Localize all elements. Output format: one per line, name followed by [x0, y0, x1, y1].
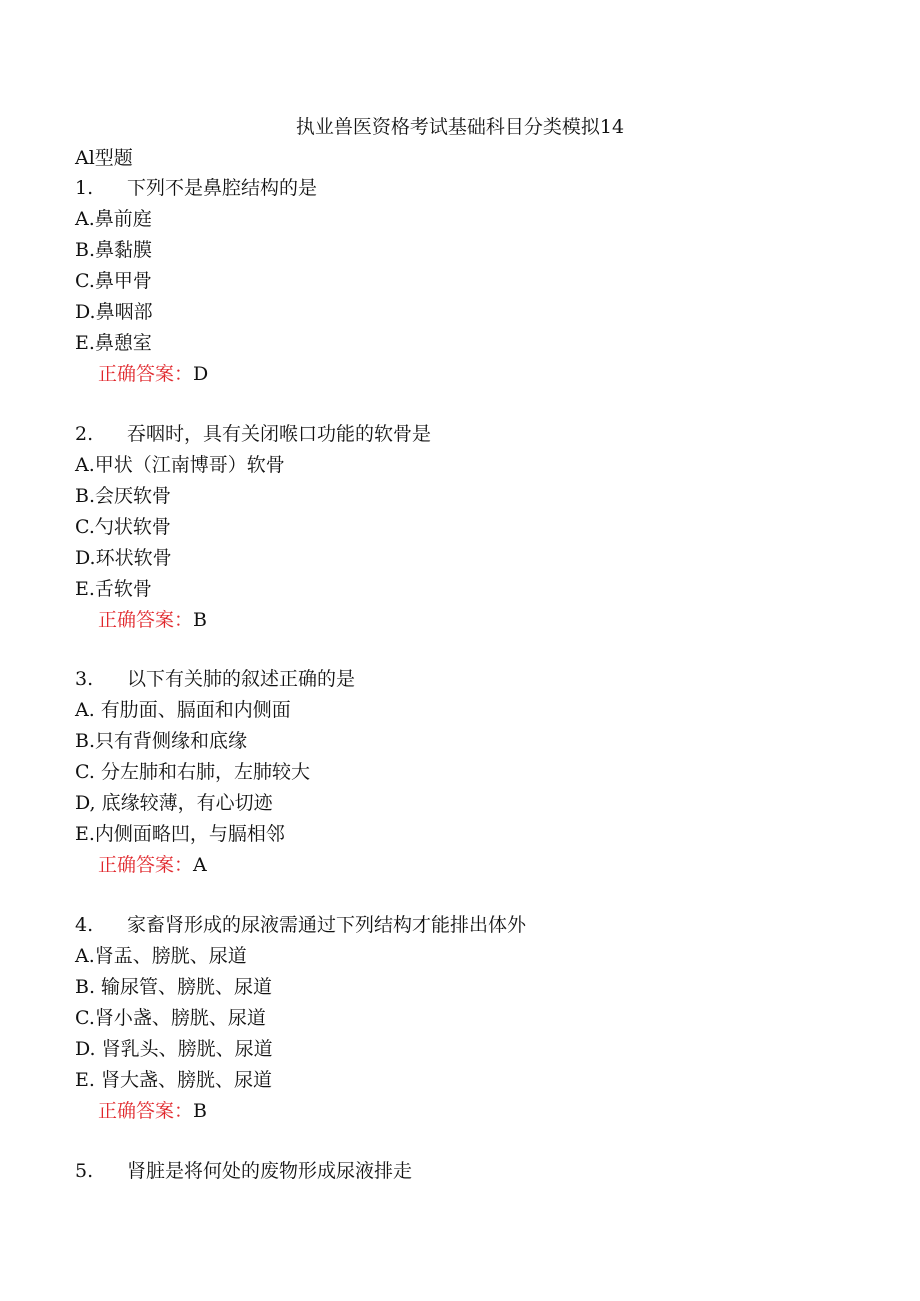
- option-b: B.会厌软骨: [75, 485, 172, 507]
- question-4: [75, 910, 855, 1127]
- section-title: Al型题: [75, 147, 133, 169]
- question-stem: [75, 910, 855, 941]
- question-stem: [75, 1156, 855, 1187]
- question-3: [75, 664, 855, 881]
- question-text: 吞咽时，具有关闭喉口功能的软骨是: [127, 423, 432, 445]
- answer-label: 正确答案：: [98, 1100, 194, 1122]
- option-b: B.鼻黏膜: [75, 239, 153, 261]
- option-b: B.只有背侧缘和底缘: [75, 730, 248, 752]
- option-a: A. 有肋面、膈面和内侧面: [75, 699, 291, 721]
- option-e: E.舌软骨: [75, 578, 152, 600]
- option-b: B. 输尿管、膀胱、尿道: [75, 976, 273, 998]
- question-text: 以下有关肺的叙述正确的是: [127, 668, 356, 690]
- question-1: [75, 173, 855, 390]
- option-d: D, 底缘较薄，有心切迹: [75, 792, 273, 814]
- question-2: [75, 419, 855, 636]
- question-5: [75, 1156, 855, 1187]
- question-number: 2.: [75, 423, 94, 445]
- question-number: 3.: [75, 668, 94, 690]
- option-a: A.肾盂、膀胱、尿道: [75, 945, 247, 967]
- option-c: C.肾小盏、膀胱、尿道: [75, 1007, 266, 1029]
- option-c: C.鼻甲骨: [75, 270, 152, 292]
- option-a: A.鼻前庭: [75, 208, 152, 230]
- question-number: 1.: [75, 177, 94, 199]
- correct-answer: [75, 605, 855, 636]
- option-e: E.鼻憩室: [75, 332, 152, 354]
- question-stem: [75, 419, 855, 450]
- question-text: 家畜肾形成的尿液需通过下列结构才能排出体外: [127, 914, 527, 936]
- question-stem: [75, 173, 855, 204]
- option-c: C.勺状软骨: [75, 516, 171, 538]
- answer-value: B: [193, 1100, 207, 1122]
- correct-answer: [75, 359, 855, 390]
- answer-value: A: [193, 854, 207, 876]
- option-d: D.环状软骨: [75, 547, 172, 569]
- answer-label: 正确答案：: [98, 854, 194, 876]
- answer-value: B: [193, 609, 207, 631]
- option-d: D. 肾乳头、膀胱、尿道: [75, 1038, 273, 1060]
- answer-label: 正确答案：: [98, 363, 194, 385]
- answer-value: D: [193, 363, 209, 385]
- correct-answer: [75, 1096, 855, 1127]
- correct-answer: [75, 850, 855, 881]
- option-e: E. 肾大盏、膀胱、尿道: [75, 1069, 272, 1091]
- question-text: 下列不是鼻腔结构的是: [127, 177, 318, 199]
- option-d: D.鼻咽部: [75, 301, 153, 323]
- option-a: A.甲状（江南博哥）软骨: [75, 454, 285, 476]
- option-e: E.内侧面略凹，与膈相邻: [75, 823, 285, 845]
- document-title: 执业兽医资格考试基础科目分类模拟14: [295, 116, 625, 138]
- question-number: 4.: [75, 914, 94, 936]
- question-text: 肾脏是将何处的废物形成尿液排走: [127, 1160, 413, 1182]
- answer-label: 正确答案：: [98, 609, 194, 631]
- option-c: C. 分左肺和右肺，左肺较大: [75, 761, 310, 783]
- question-number: 5.: [75, 1160, 94, 1182]
- question-stem: [75, 664, 855, 695]
